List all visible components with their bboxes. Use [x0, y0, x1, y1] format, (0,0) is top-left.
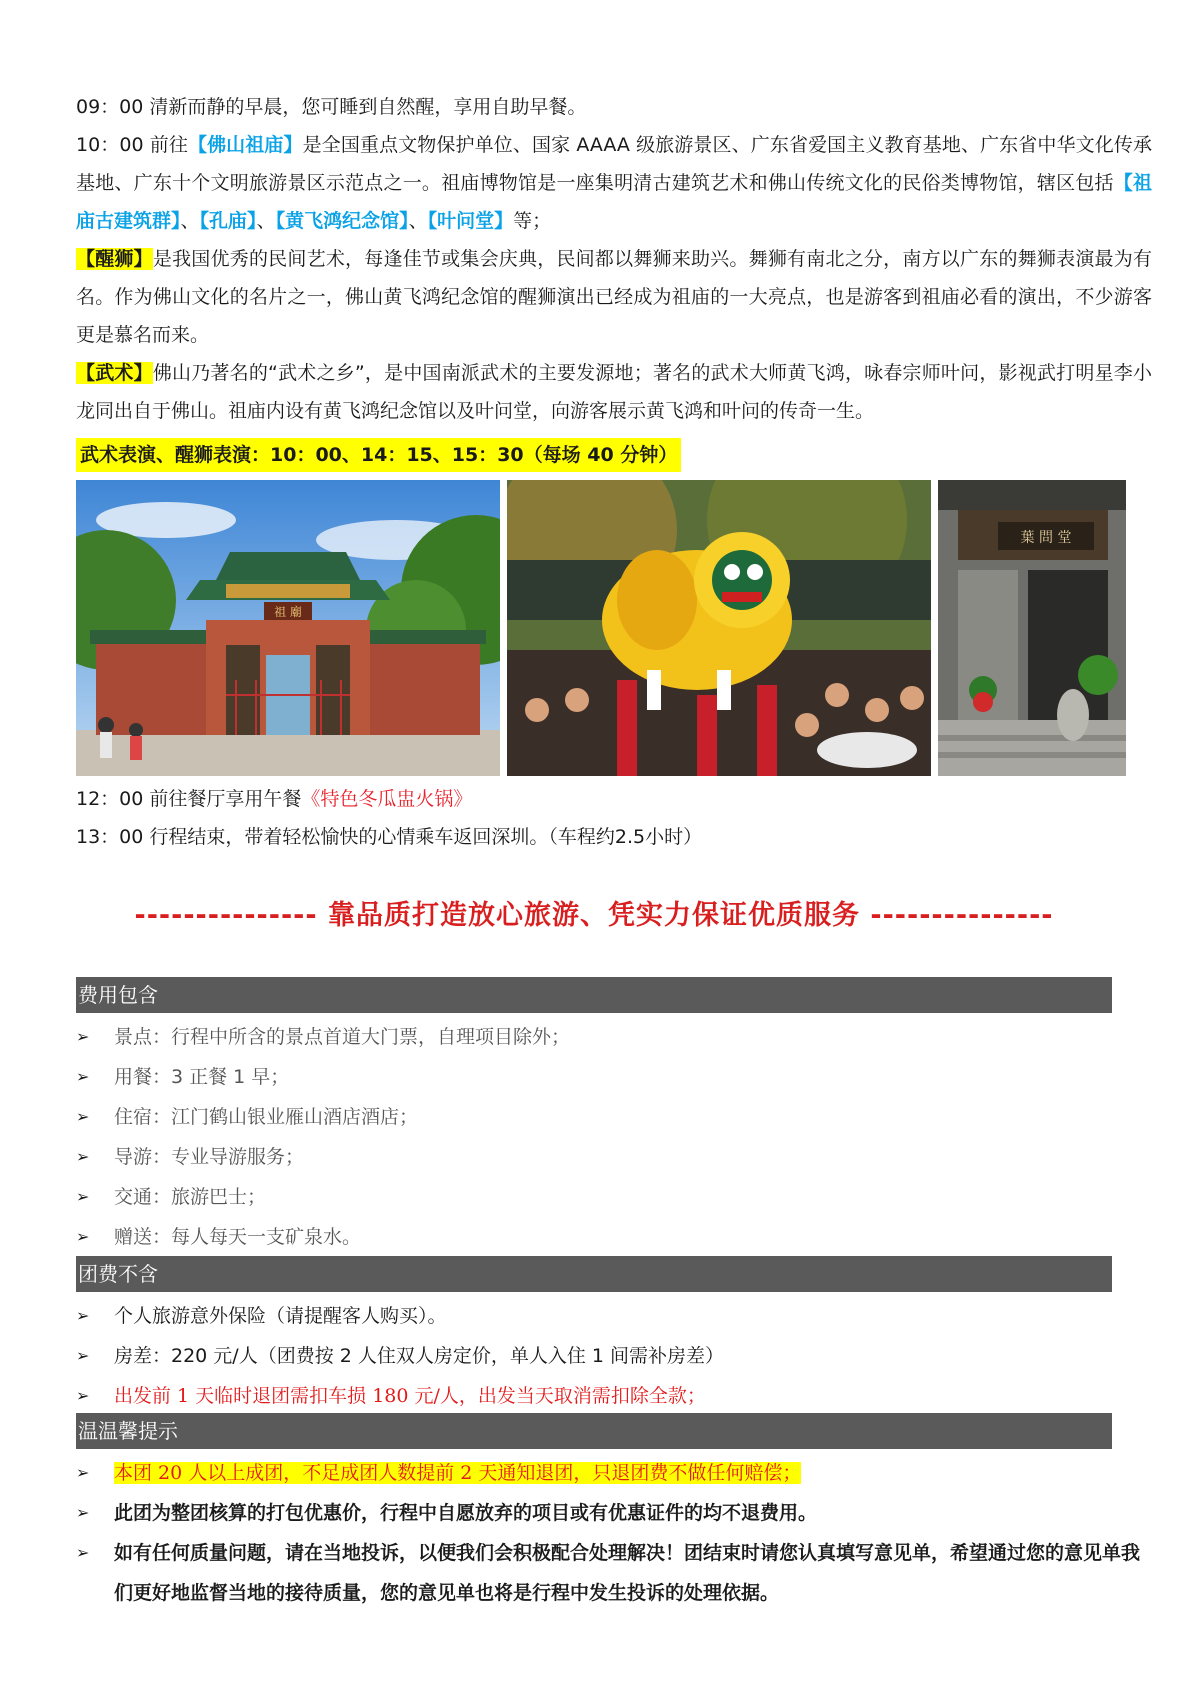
list-item: ➢ 用餐：3 正餐 1 早； — [76, 1057, 1152, 1097]
itinerary-0900: 09：00 清新而静的早晨，您可睡到自然醒，享用自助早餐。 — [76, 96, 587, 118]
section-included-title: 费用包含 — [76, 977, 1112, 1013]
list-item: ➢ 房差：220 元/人（团费按 2 人住双人房定价，单人入住 1 间需补房差） — [76, 1336, 1152, 1376]
list-item: ➢ 导游：专业导游服务； — [76, 1137, 1152, 1177]
lion-dance-paragraph: 【醒狮】是我国优秀的民间艺术，每逢佳节或集会庆典，民间都以舞狮来助兴。舞狮有南北之分，南方以广东的舞狮表演最为有名。作为佛山文化的名片之一，佛山黄飞鸿纪念馆的醒狮演出已经成为祖庙的一大亮点，也是游客到祖庙必看的演出，不少游客更是慕名而来。 — [76, 248, 1152, 346]
list-item: ➢ 此团为整团核算的打包优惠价，行程中自愿放弃的项目或有优惠证件的均不退费用。 — [76, 1493, 1152, 1533]
arrow-bullet-icon: ➢ — [76, 1107, 90, 1126]
hall-sign-text: 葉 問 堂 — [1020, 530, 1072, 546]
arrow-bullet-icon: ➢ — [76, 1386, 90, 1405]
ip-man-hall-photo — [938, 480, 1126, 776]
site-wong-fei-hung: 【黄飞鸿纪念馆】 — [275, 210, 409, 232]
arrow-bullet-icon: ➢ — [76, 1027, 90, 1046]
temple-gate-photo — [76, 480, 500, 776]
list-item: ➢ 本团 20 人以上成团，不足成团人数提前 2 天通知退团，只退团费不做任何赔偿； — [76, 1453, 1152, 1493]
arrow-bullet-icon: ➢ — [76, 1346, 90, 1365]
list-item: ➢ 住宿：江门鹤山银业雁山酒店酒店； — [76, 1097, 1152, 1137]
lion-dance-photo — [507, 480, 931, 776]
section-tips-title: 温温馨提示 — [76, 1413, 1112, 1449]
arrow-bullet-icon: ➢ — [76, 1067, 90, 1086]
show-times: 武术表演、醒狮表演：10：00、14：15、15：30（每场 40 分钟） — [76, 438, 681, 472]
tips-list — [76, 1453, 1152, 1613]
arrow-bullet-icon: ➢ — [76, 1503, 90, 1522]
arrow-bullet-icon: ➢ — [76, 1306, 90, 1325]
arrow-bullet-icon: ➢ — [76, 1147, 90, 1166]
list-item: ➢ 交通：旅游巴士； — [76, 1177, 1152, 1217]
arrow-bullet-icon: ➢ — [76, 1463, 90, 1482]
included-list — [76, 1017, 1152, 1257]
itinerary-1300: 13：00 行程结束，带着轻松愉快的心情乘车返回深圳。（车程约2.5小时） — [76, 826, 703, 848]
martial-arts-paragraph: 【武术】佛山乃著名的“武术之乡”，是中国南派武术的主要发源地；著名的武术大师黄飞鸿，咏春宗师叶问，影视武打明星李小龙同出自于佛山。祖庙内设有黄飞鸿纪念馆以及叶问堂，向游客展示黄飞鸿和叶问的传奇一生。 — [76, 362, 1152, 422]
lion-dance-tag: 【醒狮】 — [76, 248, 153, 270]
itinerary-1000: 10：00 前往【佛山祖庙】是全国重点文物保护单位、国家 AAAA 级旅游景区、广东省爱国主义教育基地、广东省中华文化传承基地、广东十个文明旅游景区示范点之一。祖庙博物馆是一座集明清古建筑艺术和佛山传统文化的民俗类博物馆，辖区包括【祖庙古建筑群】、【孔庙】、【黄飞鸿纪念馆】、【叶问堂】等； — [76, 134, 1152, 232]
list-item: ➢ 景点：行程中所含的景点首道大门票，自理项目除外； — [76, 1017, 1152, 1057]
slogan: --------------- 靠品质打造放心旅游、凭实力保证优质服务 --------------- — [134, 900, 1054, 931]
list-item: ➢ 如有任何质量问题，请在当地投诉，以便我们会积极配合处理解决！团结束时请您认真填写意见单，希望通过您的意见单我们更好地监督当地的接待质量，您的意见单也将是行程中发生投诉的处理依据。 — [76, 1533, 1152, 1613]
section-excluded-title: 团费不含 — [76, 1256, 1112, 1292]
list-item: ➢ 赠送：每人每天一支矿泉水。 — [76, 1217, 1152, 1257]
temple-sign-text: 祖 廟 — [274, 605, 302, 619]
lunch-dish: 《特色冬瓜盅火锅》 — [301, 788, 473, 810]
martial-arts-tag: 【武术】 — [76, 362, 153, 384]
excluded-list — [76, 1296, 1152, 1416]
arrow-bullet-icon: ➢ — [76, 1227, 90, 1246]
foshan-zumiao-link: 【佛山祖庙】 — [187, 134, 303, 156]
site-confucius-temple: 【孔庙】 — [199, 210, 257, 232]
list-item: ➢ 出发前 1 天临时退团需扣车损 180 元/人，出发当天取消需扣除全款； — [76, 1376, 1152, 1416]
site-ip-man-hall: 【叶问堂】 — [427, 210, 514, 232]
arrow-bullet-icon: ➢ — [76, 1187, 90, 1206]
site-ancient-buildings: 【祖庙古建筑群】 — [76, 172, 1152, 232]
list-item: ➢ 个人旅游意外保险（请提醒客人购买）。 — [76, 1296, 1152, 1336]
itinerary-1200: 12：00 前往餐厅享用午餐《特色冬瓜盅火锅》 — [76, 788, 473, 810]
arrow-bullet-icon: ➢ — [76, 1543, 90, 1562]
